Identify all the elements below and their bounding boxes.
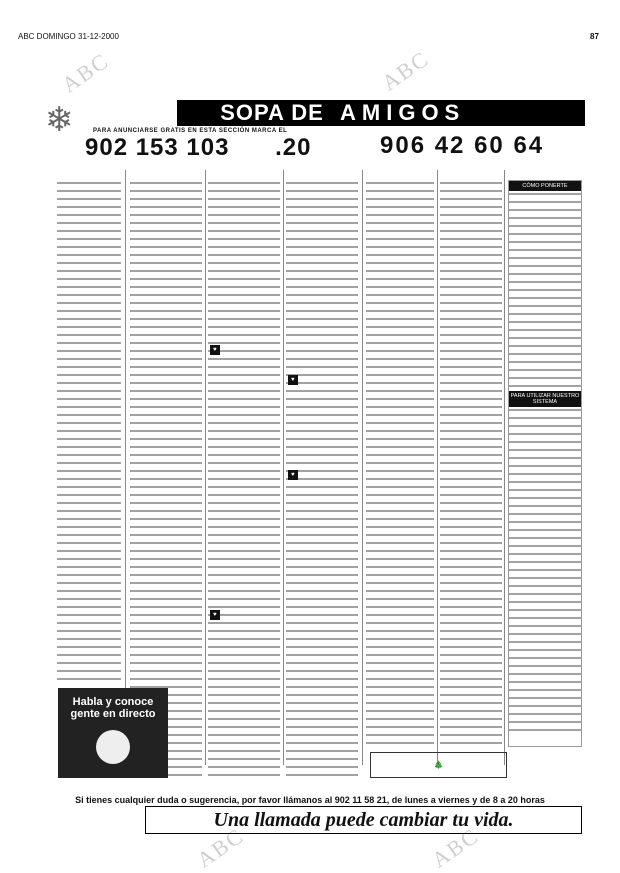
- info-sidebar-head: CÓMO PONERTE: [509, 181, 581, 191]
- section-header-icon: ♥: [288, 375, 298, 385]
- slogan: Una llamada puede cambiar tu vida.: [145, 806, 582, 834]
- sopa-de-amigos-banner: [45, 100, 585, 162]
- ad-line1: Habla y conoce: [72, 696, 154, 708]
- christmas-tree-ad: 🎄: [370, 752, 507, 778]
- classifieds-column: [57, 180, 121, 680]
- classifieds-column: [440, 180, 502, 745]
- abc-watermark: ABC: [57, 47, 114, 98]
- abc-watermark: ABC: [377, 45, 434, 96]
- section-header-icon: ♥: [210, 610, 220, 620]
- column-divider: [283, 170, 284, 765]
- info-sidebar: [508, 180, 582, 747]
- page-header-left: ABC DOMINGO 31-12-2000: [18, 32, 119, 41]
- classifieds-column: [286, 180, 358, 780]
- sopa-title: SOPA DE: [177, 100, 367, 126]
- abc-watermark: ABC: [427, 822, 484, 873]
- snowflake-icon: ❄: [45, 101, 74, 139]
- sopa-subtitle: PARA ANUNCIARSE GRATIS EN ESTA SECCIÓN MARCA EL: [93, 128, 288, 134]
- chat-advertisement: [58, 688, 168, 778]
- section-header-icon: ♥: [288, 470, 298, 480]
- ad-line2: gente en directo: [70, 708, 156, 720]
- classifieds-column: [366, 180, 434, 750]
- abc-watermark: ABC: [192, 822, 249, 873]
- column-divider: [125, 170, 126, 765]
- classifieds-column: [208, 180, 280, 780]
- column-divider: [362, 170, 363, 765]
- column-divider: [205, 170, 206, 765]
- sopa-price: .20: [275, 134, 312, 161]
- column-divider: [437, 170, 438, 765]
- amigos-title: AMIGOS: [330, 100, 585, 126]
- section-header-icon: ♥: [210, 345, 220, 355]
- column-divider: [504, 170, 505, 765]
- amigos-phone: 906 42 60 64: [380, 132, 545, 159]
- page-number: 87: [590, 32, 599, 41]
- sopa-phone-number: 902 153 103: [85, 134, 230, 161]
- sopa-phone: [85, 134, 312, 162]
- help-line: Si tienes cualquier duda o sugerencia, por favor llámanos al 902 11 58 21, de lunes a viernes y de 8 a 20 horas: [75, 795, 545, 805]
- info-sidebar-head2: PARA UTILIZAR NUESTRO SISTEMA: [510, 393, 580, 405]
- ad-badge-icon: [96, 730, 130, 764]
